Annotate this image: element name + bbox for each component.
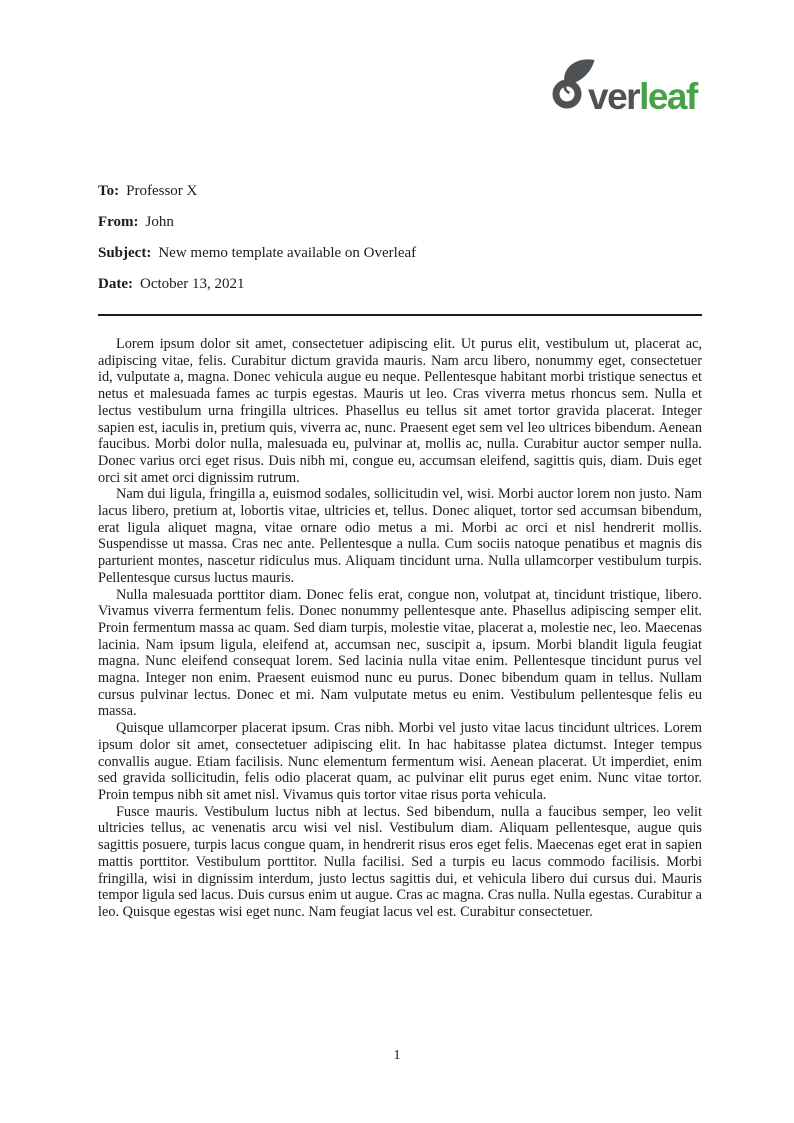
memo-field-value: October 13, 2021 [139, 276, 245, 292]
memo-body [98, 336, 702, 921]
memo-field-value: Professor X [126, 183, 198, 199]
page-number: 1 [393, 1048, 401, 1063]
memo-field-row [98, 213, 702, 231]
body-paragraph: Nulla malesuada porttitor diam. Donec felis erat, congue non, volutpat at, tincidunt tristique, libero. Vivamus viverra fermentum felis. Donec nonummy pellentesque ante. Phasellus adipiscing semper elit. Proin fermentum massa ac quam. Sed diam turpis, molestie vitae, placerat a, molestie nec, leo. Maecenas lacinia. Nam ipsum ligula, eleifend at, accumsan nec, suscipit a, ipsum. Morbi blandit ligula feugiat magna. Nunc eleifend consequat lorem. Sed lacinia nulla vitae enim. Pellentesque tincidunt purus vel magna. Integer non enim. Praesent euismod nunc eu purus. Donec bibendum quam in tellus. Nullam cursus pulvinar lectus. Donec et mi. Nam vulputate metus eu enim. Vestibulum pellentesque felis eu massa. [98, 586, 702, 720]
memo-field-value: New memo template available on Overleaf [158, 245, 417, 261]
memo-field-row [98, 275, 702, 293]
divider-rule [98, 314, 702, 316]
memo-field-row [98, 182, 702, 200]
body-paragraph: Fusce mauris. Vestibulum luctus nibh at lectus. Sed bibendum, nulla a faucibus semper, leo velit ultricies tellus, ac venenatis arcu wisi vel nisl. Vestibulum diam. Aliquam pellentesque, augue quis sagittis posuere, turpis lacus congue quam, in hendrerit risus eros eget felis. Maecenas eget erat in sapien mattis porttitor. Vestibulum porttitor. Nulla facilisi. Sed a turpis eu lacus commodo facilisis. Morbi fringilla, wisi in dignissim interdum, justo lectus sagittis dui, et vehicula libero dui cursus dui. Mauris tempor ligula sed lacus. Duis cursus enim ut augue. Cras ac magna. Cras nulla. Nulla egestas. Curabitur a leo. Quisque egestas wisi eget nunc. Nam feugiat lacus vel est. Curabitur consectetuer. [98, 803, 702, 920]
body-paragraph: Quisque ullamcorper placerat ipsum. Cras nibh. Morbi vel justo vitae lacus tincidunt ultrices. Lorem ipsum dolor sit amet, consectetuer adipiscing elit. In hac habitasse platea dictumst. Integer tempus convallis augue. Etiam facilisis. Nunc elementum fermentum wisi. Aenean placerat. Ut imperdiet, enim sed gravida sollicitudin, felis odio placerat quam, ac pulvinar elit purus eget enim. Nunc vitae tortor. Proin tempus nibh sit amet nisl. Vivamus quis tortor vitae risus porta vehicula. [98, 720, 702, 803]
memo-header [98, 182, 702, 306]
logo-text-ver: ver [588, 76, 640, 117]
body-paragraph: Lorem ipsum dolor sit amet, consectetuer adipiscing elit. Ut purus elit, vestibulum ut, placerat ac, adipiscing vitae, felis. Curabitur dictum gravida mauris. Nam arcu libero, nonummy eget, consectetuer id, vulputate a, magna. Donec vehicula augue eu neque. Pellentesque habitant morbi tristique senectus et netus et malesuada fames ac turpis egestas. Mauris ut leo. Cras viverra metus rhoncus sem. Nulla et lectus vestibulum urna fringilla ultrices. Phasellus eu tellus sit amet tortor gravida placerat. Integer sapien est, iaculis in, pretium quis, viverra ac, nunc. Praesent eget sem vel leo ultrices bibendum. Aenean faucibus. Morbi dolor nulla, malesuada eu, pulvinar at, mollis ac, nulla. Curabitur auctor semper nulla. Donec varius orci eget risus. Duis nibh mi, congue eu, accumsan eleifend, sagittis quis, diam. Duis eget orci sit amet orci dignissim rutrum. [98, 336, 702, 486]
memo-field-value: John [145, 214, 174, 230]
body-paragraph: Nam dui ligula, fringilla a, euismod sodales, sollicitudin vel, wisi. Morbi auctor lorem non justo. Nam lacus libero, pretium at, lobortis vitae, ultricies et, tellus. Donec aliquet, tortor sed accumsan bibendum, erat ligula aliquet magna, vitae ornare odio metus a mi. Morbi ac orci et nisl hendrerit mollis. Suspendisse ut massa. Cras nec ante. Pellentesque a nulla. Cum sociis natoque penatibus et magnis dis parturient montes, nascetur ridiculus mus. Aliquam tincidunt urna. Nulla ullamcorper vestibulum turpis. Pellentesque cursus luctus mauris. [98, 486, 702, 586]
logo-text-leaf: leaf [639, 76, 697, 117]
memo-field-label: To: [98, 183, 120, 199]
memo-field-label: From: [98, 214, 139, 230]
memo-field-label: Subject: [98, 245, 152, 261]
overleaf-logo [552, 56, 697, 117]
memo-field-label: Date: [98, 276, 133, 292]
memo-field-row [98, 244, 702, 262]
